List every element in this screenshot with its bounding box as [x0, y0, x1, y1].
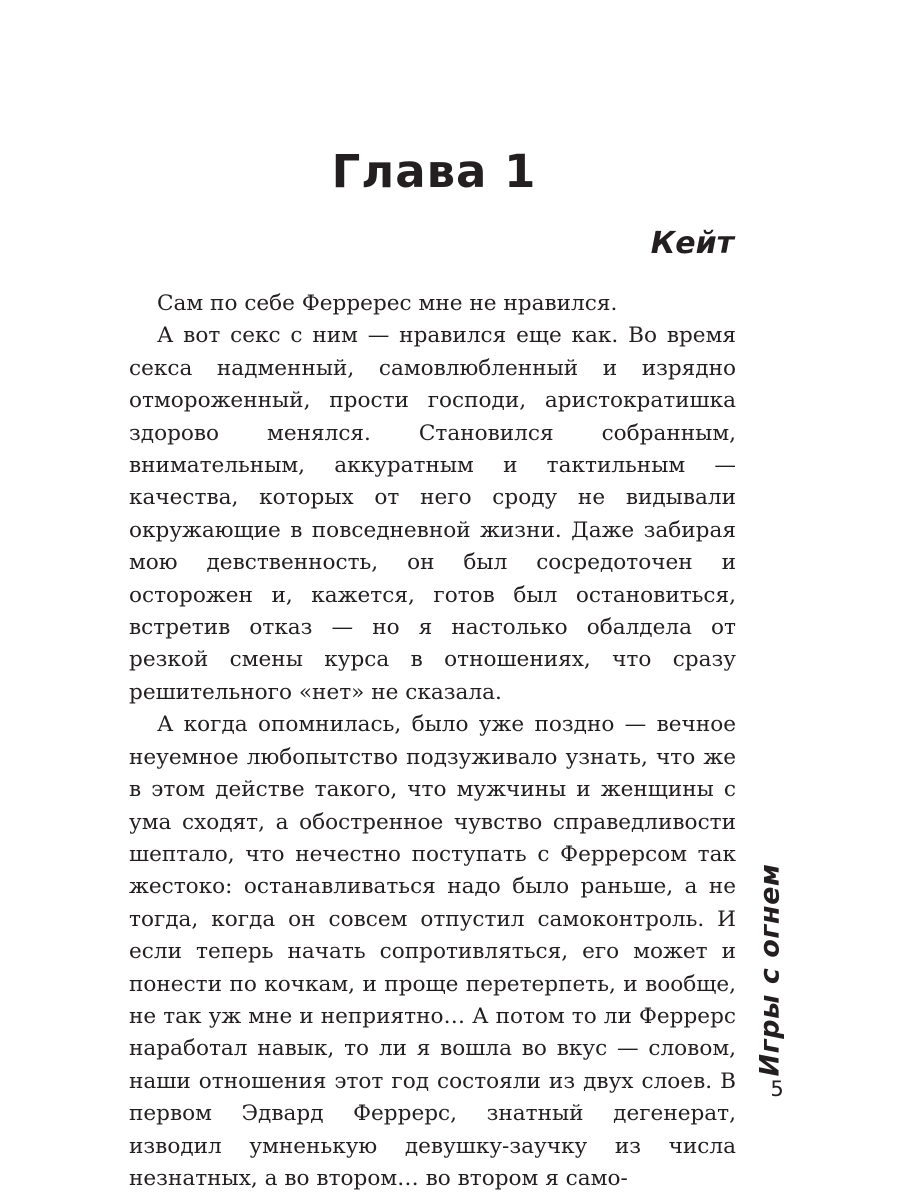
- page-number: 5: [770, 1077, 784, 1101]
- body-text: [129, 288, 736, 1195]
- paragraph: Сам по себе Ферререс мне не нравился.: [157, 291, 618, 316]
- running-head: [740, 863, 800, 1077]
- paragraph: А когда опомнилась, было уже поздно — вечное неуемное любопытство подзуживало узнать, что же в этом действе такого, что мужчины и женщины с ума сходят, а обостренное чувство справедливости шептало, что нечестно поступать с Феррерсом так жестоко: останавливаться надо было раньше, а не тогда, когда он совсем отпустил самоконтроль. И если теперь начать сопротивляться, его может и понести по кочкам, и проще перетерпеть, и вообще, не так уж мне и неприятно… А потом то ли Феррерс наработал навык, то ли я вошла во вкус — словом, наши отношения этот год состояли из двух слоев. В первом Эдвард Феррерс, знатный дегенерат, изводил умненькую девушку-заучку из числа незнатных, а во втором… во втором я само-: [129, 712, 736, 1191]
- running-head-title: Игры с огнем: [754, 863, 786, 1077]
- pov-character-name: Кейт: [650, 226, 734, 261]
- chapter-title: Глава 1: [331, 145, 537, 198]
- paragraph: А вот секс с ним — нравился еще как. Во время секса надменный, самовлюбленный и изрядно отмороженный, прости господи, аристократишка здорово менялся. Становился собранным, внимательным, аккуратным и тактильным — качества, которых от него сроду не видывали окружающие в повседневной жизни. Даже забирая мою девственность, он был сосредоточен и осторожен и, кажется, готов был остановиться, встретив отказ — но я настолько обалдела от резкой смены курса в отношениях, что сразу решительного «нет» не сказала.: [129, 323, 736, 705]
